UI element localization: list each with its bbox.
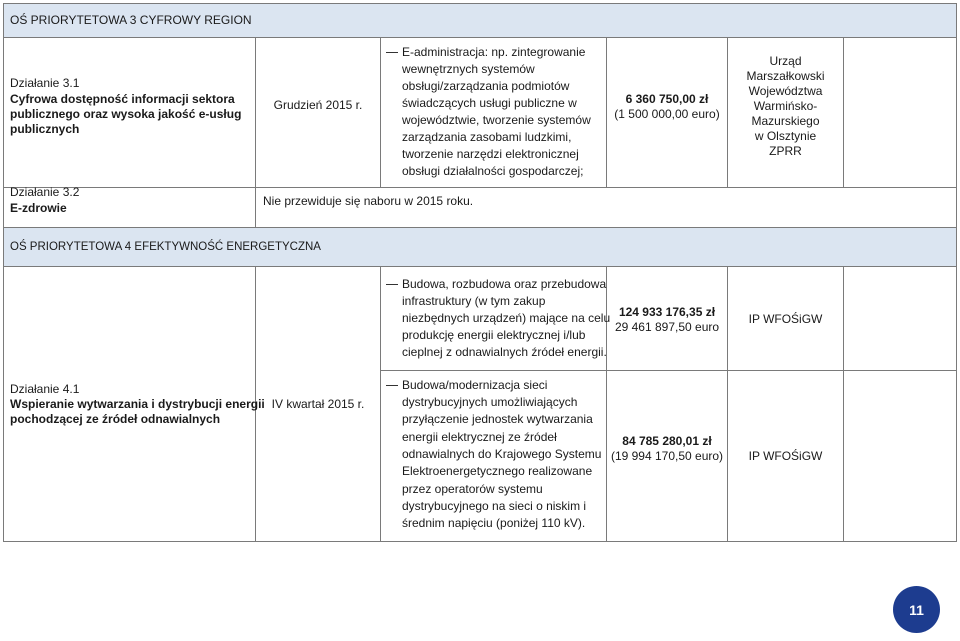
action-4-1-code: Działanie 4.1 (10, 382, 80, 396)
action-4-1-a-scope-line: niezbędnych urządzeń) mające na celu (402, 311, 611, 325)
action-3-1-date: Grudzień 2015 r. (273, 98, 363, 112)
action-4-1-b-scope-line: średnim napięciu (poniżej 110 kV). (402, 516, 586, 530)
action-4-1-b-scope-line: Elektroenergetycznego realizowane (402, 464, 593, 478)
action-4-1-a-institution: IP WFOŚiGW (748, 312, 823, 326)
action-4-1-b-scope-line: energii elektrycznej ze źródeł (402, 430, 557, 444)
action-3-1-code: Działanie 3.1 (10, 76, 80, 90)
action-3-1-institution-line: w Olsztynie (754, 129, 817, 143)
action-3-1-title-line: Cyfrowa dostępność informacji sektora (10, 92, 235, 106)
action-4-1-b-scope-line: Budowa/modernizacja sieci (402, 378, 548, 392)
action-4-1-b-amount: 84 785 280,01 zł (622, 434, 712, 448)
action-3-1-scope-line: E-administracja: np. zintegrowanie (402, 45, 586, 59)
action-3-1-scope-line: wewnętrznych systemów (402, 62, 535, 76)
action-3-1-institution-line: ZPRR (769, 144, 802, 158)
action-3-1-institution-line: Województwa (748, 84, 823, 98)
action-3-1-title-line: publicznego oraz wysoka jakość e-usług (10, 107, 242, 121)
action-4-1-b-scope-line: dystrybucyjnych umożliwiających (402, 395, 578, 409)
action-4-1-b-scope-line: przez operatorów systemu (402, 482, 543, 496)
action-4-1-a-amount: 124 933 176,35 zł (618, 305, 716, 319)
action-4-1-b-scope-line: odnawialnych do Krajowego Systemu (402, 447, 602, 461)
action-3-1-scope-line: województwie, tworzenie systemów (402, 113, 591, 127)
action-3-1-title-line: publicznych (10, 122, 80, 136)
action-4-1-b-amount-eur: (19 994 170,50 euro) (610, 449, 724, 463)
action-4-1-a-scope-line: infrastruktury (w tym zakup (402, 294, 546, 308)
bullet-dash (386, 385, 398, 386)
action-4-1-a-scope-line: produkcję energii elektrycznej i/lub (402, 328, 586, 342)
action-3-1-scope-line: świadczących usługi publiczne w (402, 96, 577, 110)
action-4-1-b-scope-line: przyłączenie jednostek wytwarzania (402, 412, 593, 426)
bullet-dash (386, 284, 398, 285)
axis3-header: OŚ PRIORYTETOWA 3 CYFROWY REGION (10, 13, 252, 27)
bullet-dash (386, 52, 398, 53)
action-3-1-amount-eur: (1 500 000,00 euro) (614, 107, 720, 121)
action-3-2-note: Nie przewiduje się naboru w 2015 roku. (263, 194, 474, 208)
action-4-1-b-scope-line: dystrybucyjnego na sieci o niskim i (402, 499, 587, 513)
action-3-1-institution-line: Urząd (769, 54, 802, 68)
action-3-1-amount: 6 360 750,00 zł (625, 92, 709, 106)
action-3-1-scope-line: tworzenie narzędzi elektronicznej (402, 147, 579, 161)
action-4-1-b-institution: IP WFOŚiGW (748, 449, 823, 463)
action-3-1-scope-line: obsługi/zarządzania podmiotów (402, 79, 570, 93)
action-4-1-date: IV kwartał 2015 r. (271, 397, 365, 411)
action-4-1-title-line: Wspieranie wytwarzania i dystrybucji energii (10, 397, 265, 411)
action-4-1-a-scope-line: Budowa, rozbudowa oraz przebudowa (402, 277, 607, 291)
action-3-1-institution-line: Warmińsko- (753, 99, 818, 113)
action-3-2-title: E-zdrowie (10, 201, 67, 215)
action-3-1-scope-line: obsługi działalności gospodarczej; (402, 164, 584, 178)
page-number-badge: 11 (893, 586, 940, 633)
action-3-1-institution-line: Mazurskiego (751, 114, 820, 128)
action-4-1-title-line: pochodzącej ze źródeł odnawialnych (10, 412, 221, 426)
axis4-header: OŚ PRIORYTETOWA 4 EFEKTYWNOŚĆ ENERGETYCZNA (10, 241, 321, 253)
action-4-1-a-amount-eur: 29 461 897,50 euro (614, 320, 720, 334)
action-3-1-scope-line: zarządzania zasobami ludzkimi, (402, 130, 572, 144)
action-4-1-a-scope-line: cieplnej z odnawialnych źródeł energii. (402, 345, 607, 359)
action-3-1-institution-line: Marszałkowski (746, 69, 825, 83)
action-3-2-code: Działanie 3.2 (10, 185, 80, 199)
